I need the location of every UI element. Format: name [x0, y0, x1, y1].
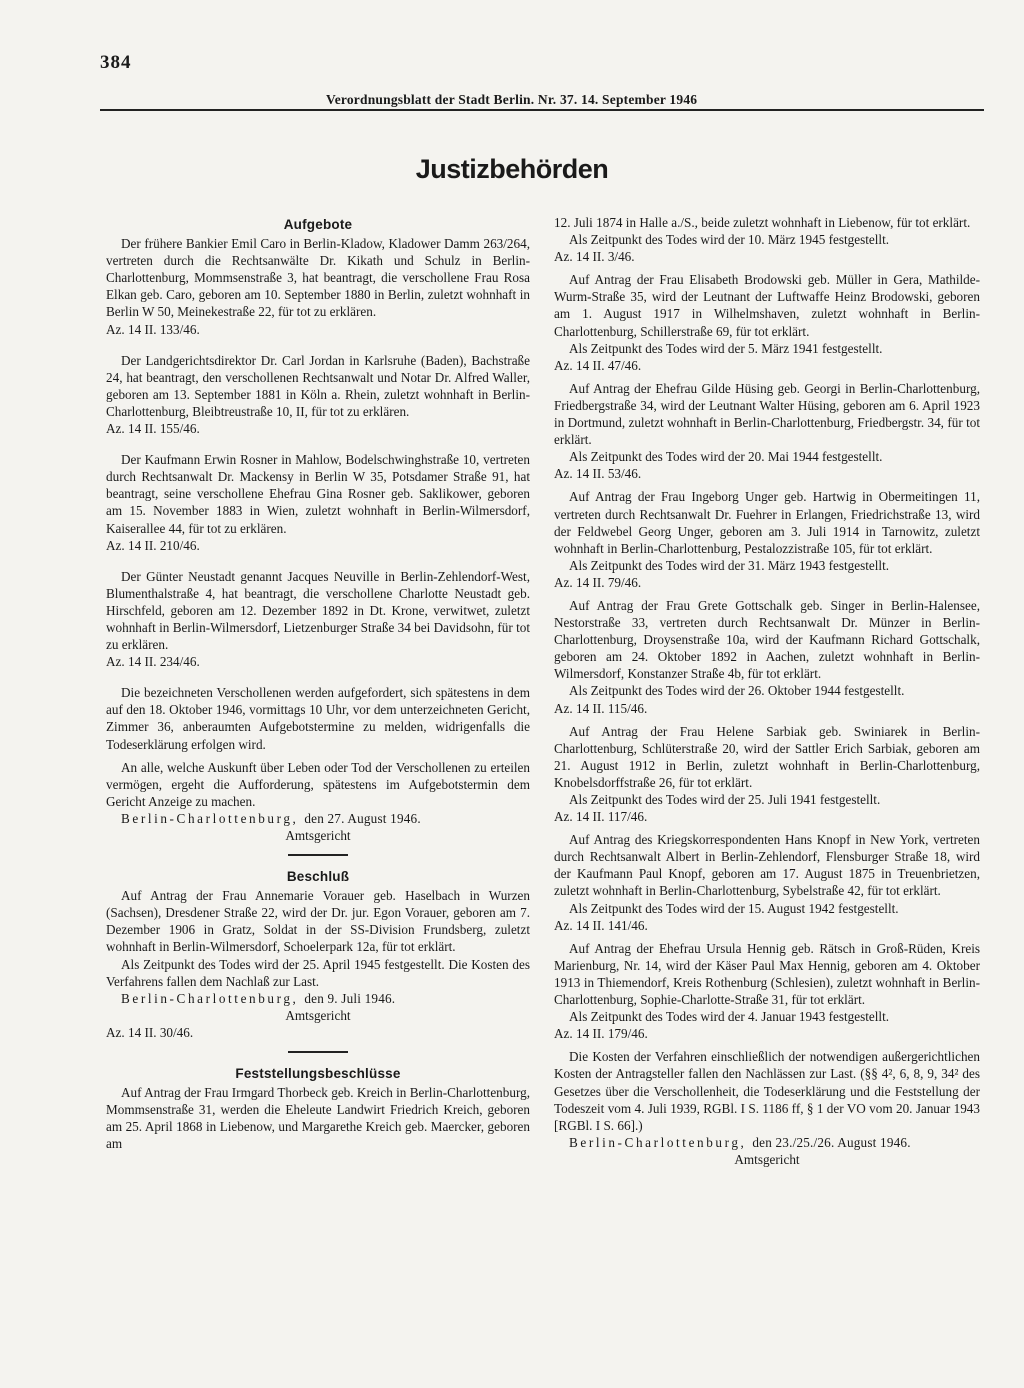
notice-paragraph: An alle, welche Auskunft über Leben oder Tod der Verschollenen zu erteilen vermögen, ergeht die Aufforderung, spätestens im Aufgebotstermin dem Gericht Anzeige zu machen. [106, 759, 530, 809]
date: den 9. Juli 1946. [304, 990, 396, 1006]
place: Berlin-Charlottenburg, [121, 810, 299, 826]
death-date-statement: Als Zeitpunkt des Todes wird der 5. März 1941 festgestellt. [569, 340, 883, 356]
notice-paragraph: Der Landgerichtsdirektor Dr. Carl Jordan in Karlsruhe (Baden), Bachstraße 24, hat beantragt, den verschollenen Rechtsanwalt und Notar Dr. Alfred Waller, geboren am 13. September 1881 in Köln a. Rhein, zuletzt wohnhaft in Berlin-Charlottenburg, Bleibtreustraße 10, II, für tot zu erklären. [106, 352, 530, 419]
notice-paragraph: Als Zeitpunkt des Todes wird der 25. April 1945 festgestellt. Die Kosten des Verfahrens fallen dem Nachlaß zur Last. [106, 956, 530, 989]
beschluss-heading: Beschluß [286, 869, 350, 885]
notice-paragraph: Auf Antrag der Frau Annemarie Vorauer geb. Haselbach in Wurzen (Sachsen), Dresdener Straße 22, wird der Dr. jur. Egon Vorauer, geboren am 7. Dezember 1906 in Gratz, Soldat in der SS-Division Frundsberg, zuletzt wohnhaft in Berlin-Wilmersdorf, Schoelerpark 12a, für tot erklärt. [106, 888, 530, 955]
notice-paragraph: Der frühere Bankier Emil Caro in Berlin-Kladow, Kladower Damm 263/264, vertreten durch die Rechtsanwälte Dr. Kikath und Schulz in Berlin-Charlottenburg, Mommsenstraße 3, hat beantragt, die verschollene Frau Rosa Elkan geb. Caro, geboren am 10. September 1880 in Berlin, zuletzt wohnhaft in Berlin W 50, Meinekestraße 22, für tot zu erklären. [106, 236, 530, 320]
death-date-statement: Als Zeitpunkt des Todes wird der 26. Oktober 1944 festgestellt. [569, 683, 905, 699]
death-date-statement: Als Zeitpunkt des Todes wird der 10. März 1945 festgestellt. [569, 232, 890, 248]
notice-paragraph: Auf Antrag der Ehefrau Ursula Hennig geb. Rätsch in Groß-Rüden, Kreis Marienburg, Nr. 14, wird der Käser Paul Max Hennig, geboren am 4. Oktober 1913 in Thiemendorf, Kreis Rothenburg (Schlesien), zuletzt wohnhaft in Berlin-Charlottenburg, Sophie-Charlotte-Straße 31, für tot erklärt. [554, 940, 980, 1008]
case-number: Az. 14 II. 117/46. [554, 809, 648, 825]
section-title: Justizbehörden [415, 154, 609, 184]
court-name: Amtsgericht [285, 828, 351, 843]
place-date [106, 990, 530, 1007]
notice-paragraph: Auf Antrag der Ehefrau Gilde Hüsing geb. Georgi in Berlin-Charlottenburg, Friedbergstraße 34, wird der Leutnant Walter Hüsing, geboren am 6. April 1923 in Dortmund, zuletzt wohnhaft in Berlin-Charlottenburg, Friedbergstr. 34, für tot erklärt. [554, 380, 980, 448]
case-number: Az. 14 II. 3/46. [554, 249, 635, 265]
section-divider [288, 1051, 348, 1053]
notice-paragraph: Der Kaufmann Erwin Rosner in Mahlow, Bodelschwinghstraße 10, vertreten durch Rechtsanwalt Dr. Mackensy in Berlin W 35, Potsdamer Straße 91, hat beantragt, seine verschollene Ehefrau Gina Rosner geb. Saklikower, geboren am 15. November 1883 in Wien, zuletzt wohnhaft in Berlin-Wilmersdorf, Kaiserallee 44, für tot zu erklären. [106, 452, 530, 536]
court-name: Amtsgericht [734, 1151, 800, 1167]
notice-paragraph: Die bezeichneten Verschollenen werden aufgefordert, sich spätestens in dem auf den 18. Oktober 1946, vormittags 10 Uhr, vor dem unterzeichneten Gericht, Zimmer 36, anberaumten Aufgebotstermine zu melden, widrigenfalls die Todeserklärung erfolgen wird. [106, 685, 530, 752]
case-number: Az. 14 II. 179/46. [554, 1026, 648, 1042]
notice-paragraph: Auf Antrag der Frau Helene Sarbiak geb. Swiniarek in Berlin-Charlottenburg, Schlüterstraße 20, wird der Sattler Erich Sarbiak, geboren am 21. August 1912 in Berlin, zuletzt wohnhaft in Berlin-Charlottenburg, Knobelsdorffstraße 26, für tot erklärt. [554, 723, 980, 790]
case-number: Az. 14 II. 133/46. [106, 321, 200, 337]
place-date [554, 1134, 980, 1151]
death-date-statement: Als Zeitpunkt des Todes wird der 31. März 1943 festgestellt. [569, 557, 890, 573]
costs-paragraph: Die Kosten der Verfahren einschließlich der notwendigen außergerichtlichen Kosten der Antragsteller fallen den Nachlässen zur Last. (§§ 4², 6, 8, 9, 34² des Gesetzes über die Verschollenheit, die Todeserklärung und die Feststellung der Todeszeit vom 4. Juli 1939, RGBl. I S. 1186 ff, § 1 der VO vom 20. Januar 1943 [RGBl. I S. 66].) [554, 1049, 980, 1133]
case-number: Az. 14 II. 155/46. [106, 421, 200, 437]
court-name: Amtsgericht [285, 1007, 351, 1023]
case-number: Az. 14 II. 30/46. [106, 1024, 194, 1040]
notice-paragraph: Auf Antrag der Frau Irmgard Thorbeck geb. Kreich in Berlin-Charlottenburg, Mommsenstraße 31, werden die Eheleute Landwirt Friedrich Kreich, geboren am 25. April 1868 in Liebenow, und Margarethe Kreich geb. Maercker, geboren am [106, 1085, 530, 1152]
death-date-statement: Als Zeitpunkt des Todes wird der 20. Mai 1944 festgestellt. [569, 449, 883, 465]
case-number: Az. 14 II. 79/46. [554, 574, 642, 590]
place: Berlin-Charlottenburg, [121, 990, 299, 1006]
place: Berlin-Charlottenburg, [569, 1134, 747, 1150]
notice-paragraph: Auf Antrag des Kriegskorrespondenten Hans Knopf in New York, vertreten durch Rechtsanwalt Albert in Berlin-Zehlendorf, Flensburger Straße 18, wird der Kaufmann Paul Knopf, geboren am 17. August 1875 in Treuenbrietzen, zuletzt wohnhaft in Berlin-Charlottenburg, Sybelstraße 42, für tot erklärt. [554, 832, 980, 899]
feststellung-heading: Feststellungsbeschlüsse [235, 1066, 401, 1082]
page-number: 384 [100, 52, 132, 73]
section-divider [288, 854, 348, 856]
notice-paragraph: Der Günter Neustadt genannt Jacques Neuville in Berlin-Zehlendorf-West, Blumenthalstraße 4, hat beantragt, die verschollene Charlotte Neustadt geb. Hirschfeld, geboren am 12. Dezember 1892 in Dt. Krone, verwitwet, zuletzt wohnhaft in Berlin-Wilmersdorf, Lietzenburger Straße 34 bei Davidsohn, für tot zu erklären. [106, 568, 530, 653]
place-date [106, 810, 530, 827]
notice-paragraph: Auf Antrag der Frau Grete Gottschalk geb. Singer in Berlin-Halensee, Nestorstraße 33, vertreten durch Rechtsanwalt Dr. Münzer in Berlin-Charlottenburg, Droysenstraße 10a, wird der Kaufmann Richard Gottschalk, geboren am 24. Oktober 1892 in Aachen, zuletzt wohnhaft in Berlin-Wilmersdorf, Konstanzer Straße 4b, für tot erklärt. [554, 597, 980, 682]
case-number: Az. 14 II. 141/46. [554, 917, 648, 933]
notice-paragraph: Auf Antrag der Frau Ingeborg Unger geb. Hartwig in Obermeitingen 11, vertreten durch Rechtsanwalt Dr. Fuehrer in Erlangen, Friedrichstraße 13, wird der Feldwebel Georg Unger, geboren am 3. Juli 1914 in Tarnowitz, zuletzt wohnhaft in Berlin-Charlottenburg, Pestalozzistraße 105, für tot erklärt. [554, 489, 980, 556]
right-column [554, 214, 980, 1168]
case-number: Az. 14 II. 47/46. [554, 357, 642, 373]
case-number: Az. 14 II. 210/46. [106, 537, 200, 553]
left-column [106, 216, 530, 1153]
death-date-statement: Als Zeitpunkt des Todes wird der 25. Juli 1941 festgestellt. [569, 792, 881, 807]
case-number: Az. 14 II. 53/46. [554, 466, 642, 482]
case-number: Az. 14 II. 115/46. [554, 700, 648, 716]
death-date-statement: Als Zeitpunkt des Todes wird der 15. August 1942 festgestellt. [569, 900, 899, 916]
date: den 27. August 1946. [304, 810, 421, 826]
notice-paragraph: Auf Antrag der Frau Elisabeth Brodowski geb. Müller in Gera, Mathilde-Wurm-Straße 35, wird der Leutnant der Luftwaffe Heinz Brodowski, geboren am 1. August 1917 in Wilhelmshaven, zuletzt wohnhaft in Berlin-Charlottenburg, Schillerstraße 69, für tot erklärt. [554, 272, 980, 339]
running-head: Verordnungsblatt der Stadt Berlin. Nr. 37. 14. September 1946 [326, 92, 698, 107]
date: den 23./25./26. August 1946. [752, 1134, 911, 1150]
case-number: Az. 14 II. 234/46. [106, 654, 200, 670]
aufgebote-heading: Aufgebote [283, 217, 353, 232]
death-date-statement: Als Zeitpunkt des Todes wird der 4. Januar 1943 festgestellt. [569, 1009, 890, 1025]
notice-paragraph: 12. Juli 1874 in Halle a./S., beide zuletzt wohnhaft in Liebenow, für tot erklärt. [554, 215, 971, 230]
header-rule [100, 109, 984, 111]
